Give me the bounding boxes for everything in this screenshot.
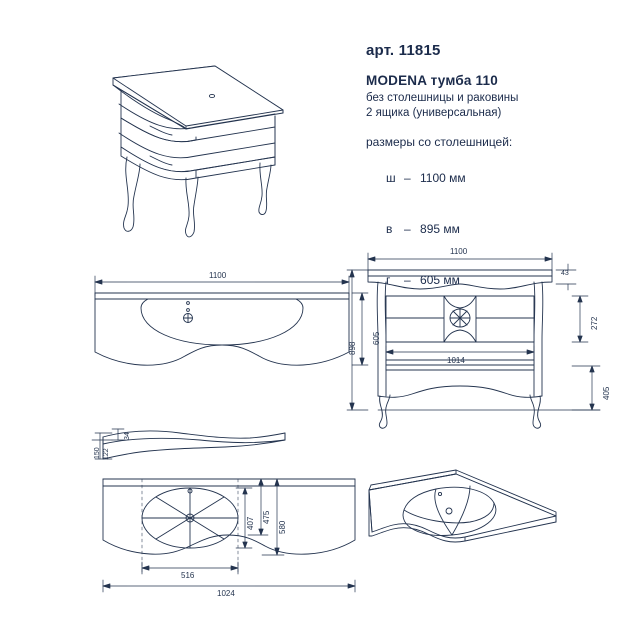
dimensions-heading: размеры со столешницей: — [366, 135, 513, 149]
top-view-countertop — [95, 293, 349, 365]
dim-label-frontview-top-thickness: 43 — [561, 270, 569, 277]
product-title: MODENA тумба 110 — [366, 73, 498, 88]
dim-label-plan-depth-total: 580 — [278, 520, 287, 534]
product-subtitle-line2: 2 ящика (универсальная) — [366, 107, 502, 119]
dim-label-profile-thickness: 34 — [124, 432, 131, 440]
dimension-row-width — [366, 153, 628, 204]
dim-label-frontview-base-height: 405 — [602, 386, 611, 400]
dimension-value-height: 895 мм — [420, 222, 460, 236]
perspective-countertop-3d — [369, 470, 556, 542]
dim-label-plan-depth-inner: 475 — [262, 510, 271, 524]
dimension-dash-width: – — [404, 171, 411, 185]
dim-label-topview-width: 1100 — [209, 271, 227, 280]
dim-label-frontview-inner-width: 1014 — [447, 356, 465, 365]
dimension-dash-depth: – — [404, 273, 411, 287]
dim-label-profile-height: 150 — [94, 447, 101, 459]
dimension-key-height: в — [386, 222, 393, 236]
dimension-dash-height: – — [404, 222, 411, 236]
product-subtitle-line1: без столешницы и раковины — [366, 92, 519, 104]
product-spec-block — [366, 42, 628, 306]
dim-label-topview-depth: 605 — [372, 331, 381, 345]
dim-label-plan-bowl-width: 516 — [181, 571, 195, 580]
dimension-key-depth: г — [386, 273, 391, 287]
article-number: арт. 11815 — [366, 42, 441, 59]
dim-label-profile-height-inner: 122 — [103, 448, 110, 460]
dimension-value-depth: 605 мм — [420, 273, 460, 287]
dimension-key-width: ш — [386, 171, 396, 185]
dimension-row-height — [366, 204, 628, 255]
plan-view-countertop — [103, 479, 355, 575]
dim-label-frontview-width: 1100 — [450, 247, 468, 256]
dim-label-plan-bowl-depth: 407 — [246, 516, 255, 530]
perspective-cabinet-3d — [113, 66, 283, 237]
dim-label-plan-overall-width: 1024 — [217, 589, 235, 598]
dim-label-frontview-drawer-height: 272 — [590, 316, 599, 330]
dim-label-frontview-height: 898 — [348, 341, 357, 355]
dimension-row-depth — [366, 255, 628, 306]
dimension-value-width: 1100 мм — [420, 171, 466, 185]
